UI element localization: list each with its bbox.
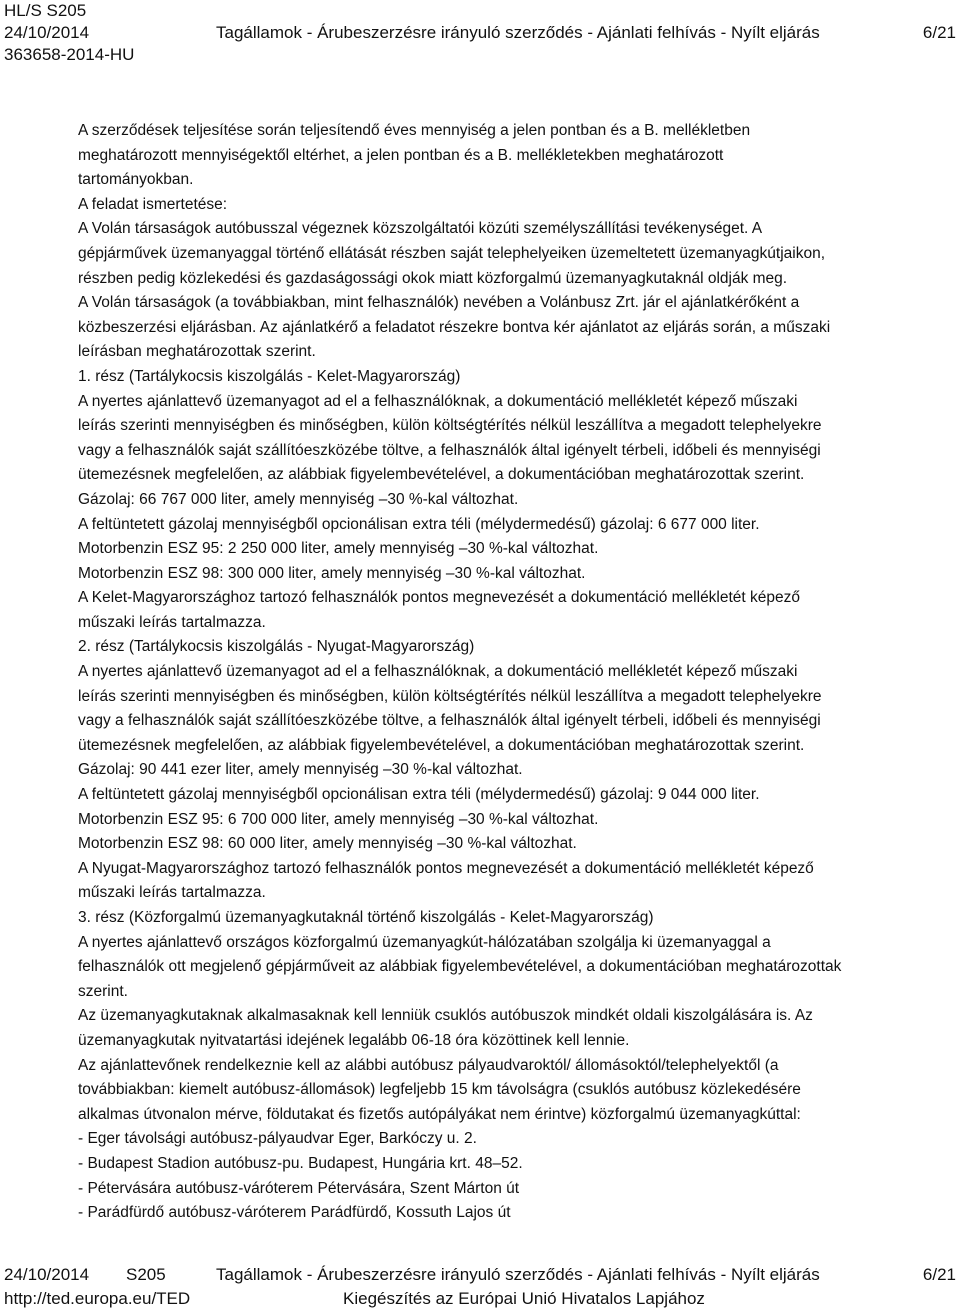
footer-title: Tagállamok - Árubeszerzésre irányuló szerződés - Ajánlati felhívás - Nyílt eljárás bbox=[216, 1265, 820, 1284]
body-line: tartományokban. bbox=[78, 171, 194, 189]
body-line: leírás szerinti mennyiségben és minőségben, külön költségtérítés nélkül leszállítva a megadott telephelyekre bbox=[78, 687, 822, 705]
body-line: vagy a felhasználók saját szállítóeszközébe töltve, a felhasználók által igényelt térbeli, időbeli és mennyiségi bbox=[78, 441, 821, 459]
body-line: gépjárművek üzemanyaggal történő ellátását részben saját telephelyeiken üzemeltetett üzemanyagkútjaikon, bbox=[78, 244, 826, 262]
body-line: Motorbenzin ESZ 98: 60 000 liter, amely mennyiség –30 %-kal változhat. bbox=[78, 835, 577, 853]
footer-url-link[interactable]: http://ted.europa.eu/TED bbox=[4, 1289, 191, 1308]
header-notice-id: 363658-2014-HU bbox=[4, 45, 135, 64]
body-line: alkalmas útvonalon mérve, földutakat és fizetős autópályákat nem érintve) közforgalmú üzemanyagkúttal: bbox=[78, 1105, 801, 1123]
body-line: leírásban meghatározottak szerint. bbox=[78, 343, 316, 361]
body-line: Gázolaj: 66 767 000 liter, amely mennyiség –30 %-kal változhat. bbox=[78, 490, 519, 508]
body-line: A nyertes ajánlattevő üzemanyagot ad el a felhasználóknak, a dokumentáció mellékletét képező műszaki bbox=[78, 392, 798, 410]
station-list-item: - Budapest Stadion autóbusz-pu. Budapest, Hungária krt. 48–52. bbox=[78, 1154, 523, 1172]
footer-page-number: 6/21 bbox=[922, 1265, 956, 1284]
footer-publisher: Kiegészítés az Európai Unió Hivatalos Lapjához bbox=[343, 1289, 705, 1308]
body-line: üzemanyagkutak nyitvatartási idejének legalább 06-18 óra közöttinek kell lennie. bbox=[78, 1031, 630, 1049]
body-line: leírás szerinti mennyiségben és minőségben, külön költségtérítés nélkül leszállítva a megadott telephelyekre bbox=[78, 417, 822, 435]
body-line: műszaki leírás tartalmazza. bbox=[78, 613, 266, 631]
body-line: vagy a felhasználók saját szállítóeszközébe töltve, a felhasználók által igényelt térbeli, időbeli és mennyiségi bbox=[78, 712, 821, 730]
body-line: A Volán társaságok (a továbbiakban, mint felhasználók) nevében a Volánbusz Zrt. jár el ajánlatkérőként a bbox=[78, 294, 800, 312]
body-line: Az üzemanyagkutaknak alkalmasaknak kell lenniük csuklós autóbuszok mindkét oldali kiszolgálására is. Az bbox=[78, 1007, 813, 1025]
body-line: Motorbenzin ESZ 95: 2 250 000 liter, amely mennyiség –30 %-kal változhat. bbox=[78, 540, 599, 558]
section-heading-part-3: 3. rész (Közforgalmú üzemanyagkutaknál történő kiszolgálás - Kelet-Magyarország) bbox=[78, 909, 654, 926]
body-line: szerint. bbox=[78, 982, 128, 1000]
body-line: A Kelet-Magyarországhoz tartozó felhasználók pontos megnevezését a dokumentáció mellékletét képező bbox=[78, 589, 801, 607]
body-line: Az ajánlattevőnek rendelkeznie kell az alábbi autóbusz pályaudvaroktól/ állomásoktól/telephelyektől (a bbox=[78, 1056, 779, 1074]
body-line: A Nyugat-Magyarországhoz tartozó felhasználók pontos megnevezését a dokumentáció mellékletét képező bbox=[78, 859, 814, 877]
body-line: Motorbenzin ESZ 95: 6 700 000 liter, amely mennyiség –30 %-kal változhat. bbox=[78, 810, 599, 828]
section-heading-part-2: 2. rész (Tartálykocsis kiszolgálás - Nyugat-Magyarország) bbox=[78, 638, 475, 656]
body-line: A feltüntetett gázolaj mennyiségből opcionálisan extra téli (mélydermedésű) gázolaj: 9 044 000 liter. bbox=[78, 786, 760, 804]
document-body bbox=[78, 119, 946, 1226]
section-heading-part-1: 1. rész (Tartálykocsis kiszolgálás - Kelet-Magyarország) bbox=[78, 367, 461, 385]
header-doc-type: HL/S S205 bbox=[4, 1, 87, 20]
body-line: A feltüntetett gázolaj mennyiségből opcionálisan extra téli (mélydermedésű) gázolaj: 6 677 000 liter. bbox=[78, 515, 760, 533]
body-line: A nyertes ajánlattevő üzemanyagot ad el a felhasználóknak, a dokumentáció mellékletét képező műszaki bbox=[78, 663, 798, 681]
station-list-item: - Eger távolsági autóbusz-pályaudvar Eger, Barkóczy u. 2. bbox=[78, 1130, 477, 1148]
body-line: A szerződések teljesítése során teljesítendő éves mennyiség a jelen pontban és a B. mellékletben bbox=[78, 122, 751, 139]
body-line: részben pedig közlekedési és gazdaságossági okok miatt közforgalmú üzemanyagkutaknál oldják meg. bbox=[78, 269, 788, 287]
header-date: 24/10/2014 bbox=[4, 23, 90, 42]
body-line: meghatározott mennyiségektől eltérhet, a jelen pontban és a B. mellékletekben meghatározott bbox=[78, 146, 724, 164]
body-line: Motorbenzin ESZ 98: 300 000 liter, amely mennyiség –30 %-kal változhat. bbox=[78, 564, 586, 582]
body-line: felhasználók ott megjelenő gépjárműveit az alábbiak figyelembevételével, a dokumentációban meghatározottak bbox=[78, 958, 842, 976]
station-list-item: - Parádfürdő autóbusz-váróterem Parádfürdő, Kossuth Lajos út bbox=[78, 1204, 511, 1222]
body-line: ütemezésnek megfelelően, az alábbiak figyelembevételével, a dokumentációban meghatározottak szerint. bbox=[78, 466, 805, 484]
body-line: továbbiakban: kiemelt autóbusz-állomások) legfeljebb 15 km távolságra (csuklós autóbusz közlekedésére bbox=[78, 1081, 801, 1099]
body-line: A Volán társaságok autóbusszal végeznek közszolgáltatói közúti személyszállítási tevékenységet. A bbox=[78, 220, 763, 238]
body-line: Gázolaj: 90 441 ezer liter, amely mennyiség –30 %-kal változhat. bbox=[78, 761, 523, 779]
footer-date: 24/10/2014 bbox=[4, 1265, 90, 1284]
header-title: Tagállamok - Árubeszerzésre irányuló szerződés - Ajánlati felhívás - Nyílt eljárás bbox=[216, 23, 820, 42]
body-line: ütemezésnek megfelelően, az alábbiak figyelembevételével, a dokumentációban meghatározottak szerint. bbox=[78, 736, 805, 754]
station-list-item: - Pétervására autóbusz-váróterem Pétervására, Szent Márton út bbox=[78, 1179, 520, 1197]
header-page-number: 6/21 bbox=[922, 23, 956, 42]
body-line: közbeszerzési eljárásban. Az ajánlatkérő a feladatot részekre bontva kér ajánlatot az eljárás során, a műszaki bbox=[78, 318, 831, 336]
body-line: A nyertes ajánlattevő országos közforgalmú üzemanyagkút-hálózatában szolgálja ki üzemanyaggal a bbox=[78, 933, 771, 951]
body-line: A feladat ismertetése: bbox=[78, 195, 228, 213]
body-line: műszaki leírás tartalmazza. bbox=[78, 884, 266, 902]
footer-series: S205 bbox=[126, 1265, 166, 1284]
